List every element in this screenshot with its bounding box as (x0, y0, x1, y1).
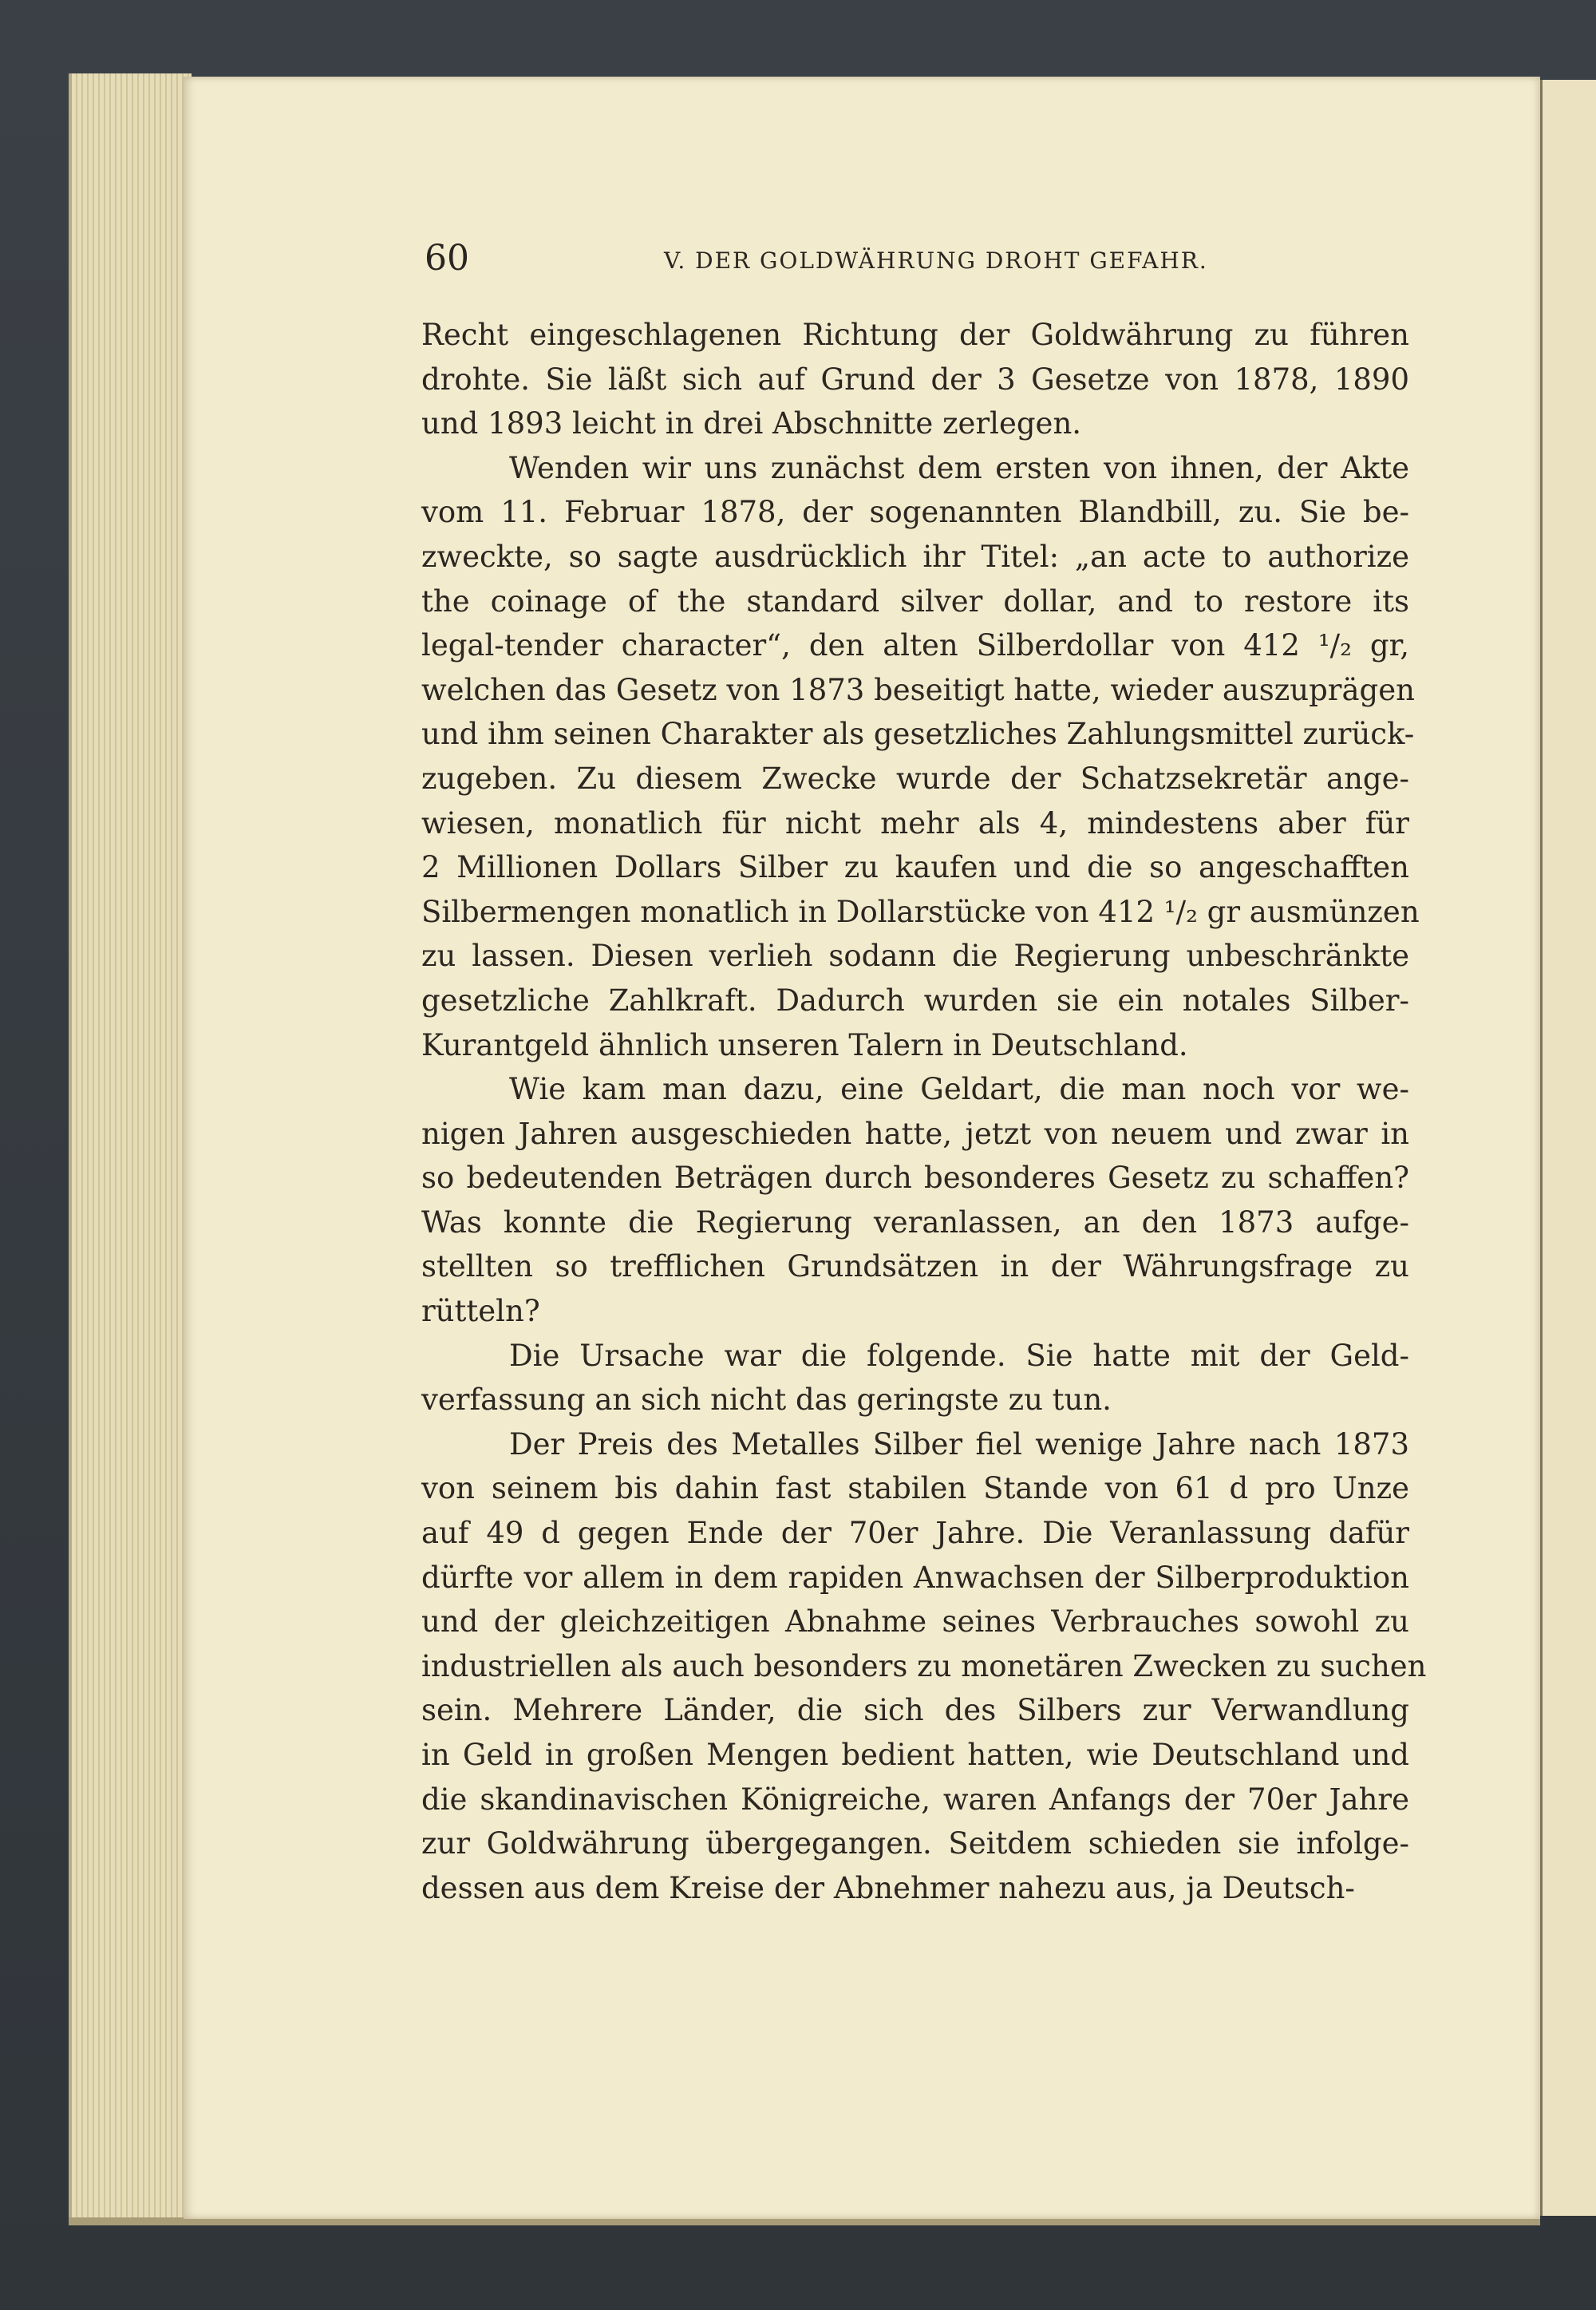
text-line: vom 11. Februar 1878, der sogenannten Blandbill, zu. Sie be- (421, 495, 1409, 530)
text-line: zugeben. Zu diesem Zwecke wurde der Schatzsekretär ange- (421, 761, 1409, 796)
text-line: stellten so trefflichen Grundsätzen in der Währungsfrage zu (421, 1249, 1409, 1284)
text-line: auf 49 d gegen Ende der 70er Jahre. Die Veranlassung dafür (421, 1516, 1409, 1551)
text-line: dessen aus dem Kreise der Abnehmer nahezu aus, ja Deutsch- (421, 1870, 1355, 1905)
text-line: legal-tender character“, den alten Silberdollar von 412 ¹/₂ gr, (421, 628, 1409, 663)
text-line: nigen Jahren ausgeschieden hatte, jetzt von neuem und zwar in (421, 1116, 1409, 1151)
text-line: Recht eingeschlagenen Richtung der Goldwährung zu führen (421, 318, 1409, 352)
text-line: industriellen als auch besonders zu monetären Zwecken zu suchen (421, 1648, 1427, 1683)
text-line: zu lassen. Diesen verlieh sodann die Regierung unbeschränkte (421, 939, 1409, 974)
book-page-edges (69, 73, 192, 2221)
text-line: und 1893 leicht in drei Abschnitte zerlegen. (421, 406, 1082, 441)
text-line: Wenden wir uns zunächst dem ersten von ihnen, der Akte (509, 450, 1409, 485)
running-head: V. DER GOLDWÄHRUNG DROHT GEFAHR. (664, 247, 1208, 274)
text-line: und der gleichzeitigen Abnahme seines Verbrauches sowohl zu (421, 1604, 1409, 1640)
text-line: Der Preis des Metalles Silber fiel wenige Jahre nach 1873 (509, 1426, 1409, 1462)
text-line: Silbermengen monatlich in Dollarstücke von 412 ¹/₂ gr ausmünzen (421, 894, 1420, 929)
paragraph (421, 1067, 1409, 1334)
text-line: 2 Millionen Dollars Silber zu kaufen und die so angeschafften (421, 850, 1409, 885)
paragraph (421, 1422, 1427, 1911)
text-line: gesetzliche Zahlkraft. Dadurch wurden sie ein notales Silber- (421, 983, 1409, 1018)
paragraph (421, 446, 1420, 1067)
text-line: Kurantgeld ähnlich unseren Talern in Deutschland. (421, 1027, 1188, 1062)
paragraph (421, 1334, 1409, 1422)
text-line: Die Ursache war die folgende. Sie hatte mit der Geld- (509, 1338, 1409, 1373)
text-line: und ihm seinen Charakter als gesetzliches Zahlungsmittel zurück- (421, 717, 1415, 752)
text-line: die skandinavischen Königreiche, waren Anfangs der 70er Jahre (421, 1782, 1409, 1817)
text-line: verfassung an sich nicht das geringste zu tun. (421, 1382, 1112, 1418)
text-line: zur Goldwährung übergegangen. Seitdem schieden sie infolge- (421, 1826, 1409, 1861)
text-line: so bedeutenden Beträgen durch besonderes Gesetz zu schaffen? (421, 1161, 1409, 1196)
text-line: Was konnte die Regierung veranlassen, an den 1873 aufge- (421, 1204, 1409, 1240)
facing-page-edge (1540, 80, 1596, 2216)
text-line: wiesen, monatlich für nicht mehr als 4, mindestens aber für (421, 805, 1409, 841)
text-line: the coinage of the standard silver dollar, and to restore its (421, 583, 1409, 619)
text-line: zweckte, so sagte ausdrücklich ihr Titel: „an acte to authorize (421, 539, 1409, 574)
text-line: drohte. Sie läßt sich auf Grund der 3 Gesetze von 1878, 1890 (421, 362, 1409, 397)
page-header (425, 238, 1414, 286)
paragraph (421, 313, 1409, 446)
text-line: rütteln? (421, 1294, 540, 1329)
text-line: welchen das Gesetz von 1873 beseitigt hatte, wieder auszuprägen (421, 672, 1415, 707)
page-number: 60 (425, 238, 469, 279)
text-line: Wie kam man dazu, eine Geldart, die man noch vor we- (509, 1072, 1409, 1107)
text-line: von seinem bis dahin fast stabilen Stande von 61 d pro Unze (421, 1471, 1409, 1506)
body-text (421, 313, 1427, 1910)
text-line: in Geld in großen Mengen bedient hatten, wie Deutschland und (421, 1738, 1409, 1772)
text-line: dürfte vor allem in dem rapiden Anwachsen der Silberproduktion (421, 1560, 1409, 1595)
text-line: sein. Mehrere Länder, die sich des Silbers zur Verwandlung (421, 1693, 1409, 1728)
